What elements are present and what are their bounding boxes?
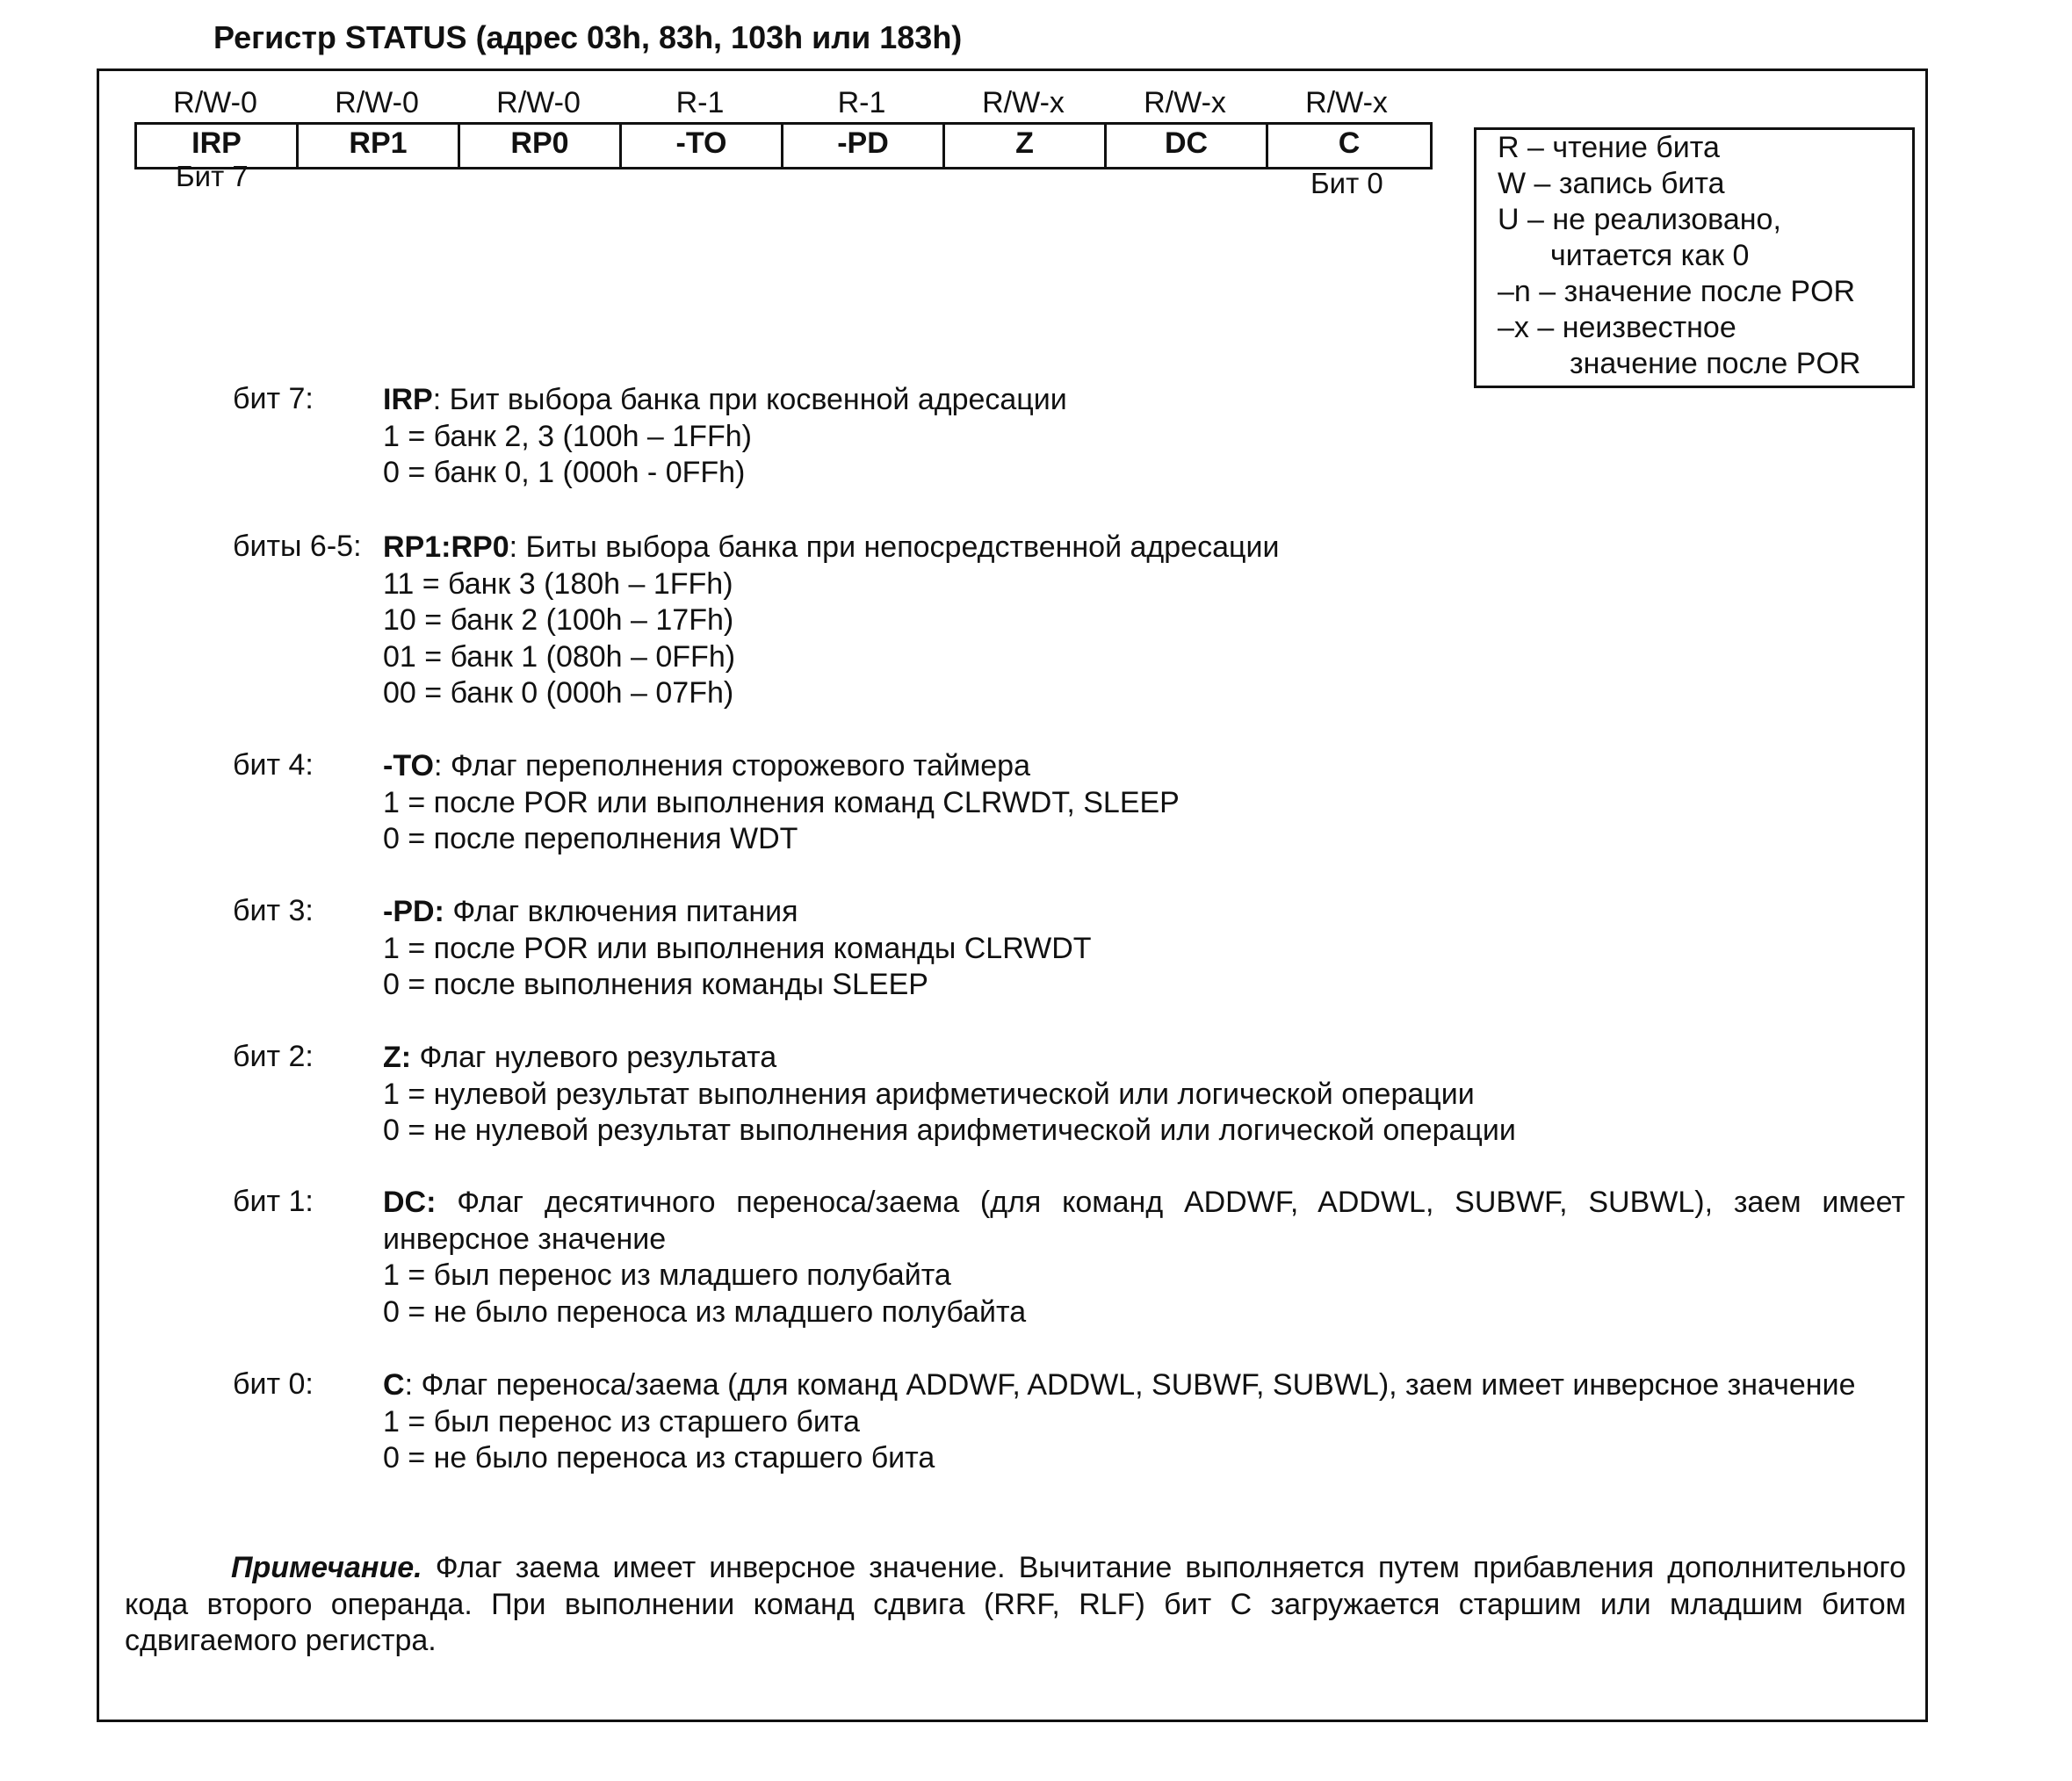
access-row bbox=[134, 83, 1427, 122]
section-label: бит 4: bbox=[233, 748, 314, 782]
value-line: 1 = после POR или выполнения команды CLRWDT bbox=[383, 931, 1092, 965]
bit-description: Флаг десятичного переноса/заема (для команд ADDWF, ADDWL, SUBWF, SUBWL), заем имеет инверсное значение bbox=[383, 1186, 1905, 1256]
section-body bbox=[383, 1040, 1905, 1150]
section-label: бит 2: bbox=[233, 1040, 314, 1073]
section-label: бит 3: bbox=[233, 894, 314, 927]
bit-description: Флаг нулевого результата bbox=[411, 1041, 777, 1074]
value-line: 1 = нулевой результат выполнения арифметической или логической операции bbox=[383, 1077, 1475, 1111]
value-line: 1 = банк 2, 3 (100h – 1FFh) bbox=[383, 419, 752, 453]
bit-description: : Биты выбора банка при непосредственной адресации bbox=[509, 530, 1280, 564]
note-paragraph bbox=[125, 1550, 1906, 1660]
value-line: 0 = не нулевой результат выполнения арифметической или логической операции bbox=[383, 1114, 1516, 1147]
bit-description: : Флаг переноса/заема (для команд ADDWF, ADDWL, SUBWF, SUBWL), заем имеет инверсное значение bbox=[404, 1368, 1856, 1402]
note-label: Примечание. bbox=[231, 1551, 422, 1584]
section-label: бит 0: bbox=[233, 1367, 314, 1401]
section-body bbox=[383, 894, 1905, 1004]
value-line: 0 = не было переноса из младшего полубайта bbox=[383, 1294, 1027, 1329]
legend-unimplemented-cont: читается как 0 bbox=[1550, 239, 1750, 272]
bit-cell-c: C bbox=[1338, 126, 1361, 160]
value-line: 0 = после выполнения команды SLEEP bbox=[383, 968, 928, 1001]
bit-name: RP1:RP0 bbox=[383, 530, 509, 564]
msb-label: Бит 7 bbox=[176, 160, 249, 192]
value-line: 1 = был перенос из старшего бита bbox=[383, 1404, 860, 1438]
access-bit5: R/W-0 bbox=[496, 86, 581, 119]
section-body bbox=[383, 1367, 1905, 1477]
legend-box bbox=[1474, 127, 1915, 388]
access-bit4: R-1 bbox=[675, 86, 725, 119]
legend-unknown-cont: значение после POR bbox=[1570, 347, 1861, 380]
bit-name: IRP bbox=[383, 383, 433, 416]
value-line: 1 = был перенос из младшего полубайта bbox=[383, 1258, 951, 1292]
bit-name: -TO bbox=[383, 749, 434, 782]
section-body bbox=[383, 1185, 1905, 1330]
bit-cell-rp0: RP0 bbox=[460, 125, 622, 167]
bit-cell-dc: DC bbox=[1107, 125, 1268, 167]
value-line: 10 = банк 2 (100h – 17Fh) bbox=[383, 603, 734, 637]
note-text: Флаг заема имеет инверсное значение. Вычитание выполняется путем прибавления дополнительного кода второго операнда. При выполнении команд сдвига (RRF, RLF) бит С загружается старшим или младшим битом сдвигаемого регистра. bbox=[125, 1551, 1906, 1657]
access-bit3: R-1 bbox=[837, 86, 886, 119]
value-line: 00 = банк 0 (000h – 07Fh) bbox=[383, 676, 734, 710]
bits-row bbox=[134, 122, 1433, 169]
value-line: 0 = не было переноса из старшего бита bbox=[383, 1441, 935, 1475]
bit-cell-rp1: RP1 bbox=[299, 125, 460, 167]
access-bit1: R/W-x bbox=[1144, 86, 1226, 119]
section-label: бит 7: bbox=[233, 382, 314, 415]
section-label: биты 6-5: bbox=[233, 530, 362, 563]
legend-unknown: –x – неизвестное bbox=[1498, 311, 1736, 344]
bit-cell-irp: IRP bbox=[137, 125, 299, 167]
access-bit6: R/W-0 bbox=[335, 86, 419, 119]
section-body bbox=[383, 382, 1905, 492]
bit-name: DC: bbox=[383, 1186, 437, 1219]
access-bit7: R/W-0 bbox=[173, 86, 257, 119]
bit-cell-to: -TO bbox=[622, 125, 783, 167]
bit-name: Z: bbox=[383, 1041, 412, 1074]
value-line: 0 = после переполнения WDT bbox=[383, 822, 798, 855]
bit-cell-z: Z bbox=[945, 125, 1107, 167]
section-body bbox=[383, 748, 1905, 858]
bit-description: Флаг включения питания bbox=[444, 895, 798, 928]
section-label: бит 1: bbox=[233, 1185, 314, 1218]
access-bit2: R/W-x bbox=[982, 86, 1065, 119]
legend-por-value: –n – значение после POR bbox=[1498, 275, 1856, 308]
value-line: 0 = банк 0, 1 (000h - 0FFh) bbox=[383, 456, 746, 489]
page-title: Регистр STATUS (адрес 03h, 83h, 103h или 183h) bbox=[213, 19, 963, 55]
value-line: 01 = банк 1 (080h – 0FFh) bbox=[383, 639, 736, 674]
bit-description: : Флаг переполнения сторожевого таймера bbox=[433, 749, 1030, 782]
section-body bbox=[383, 530, 1905, 712]
bit-cell-pd: -PD bbox=[783, 125, 945, 167]
access-bit0: R/W-x bbox=[1305, 86, 1388, 119]
value-line: 1 = после POR или выполнения команд CLRWDT, SLEEP bbox=[383, 785, 1180, 819]
legend-read: R – чтение бита bbox=[1498, 131, 1720, 164]
bit-name: -PD: bbox=[383, 895, 444, 928]
lsb-label: Бит 0 bbox=[1310, 167, 1383, 199]
value-line: 11 = банк 3 (180h – 1FFh) bbox=[383, 566, 733, 601]
legend-write: W – запись бита bbox=[1498, 167, 1725, 200]
register-diagram bbox=[134, 83, 1427, 169]
bit-description: : Бит выбора банка при косвенной адресации bbox=[432, 383, 1067, 416]
bit-name: C bbox=[383, 1368, 405, 1402]
legend-unimplemented: U – не реализовано, bbox=[1498, 203, 1781, 236]
